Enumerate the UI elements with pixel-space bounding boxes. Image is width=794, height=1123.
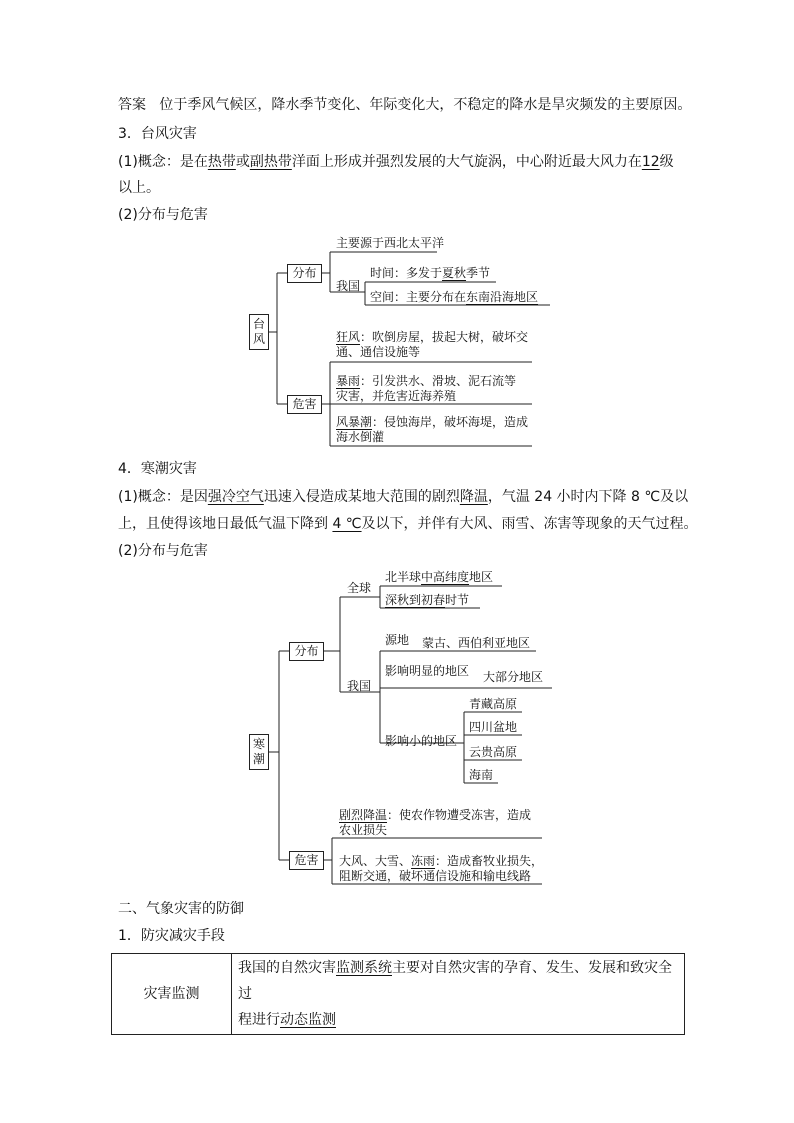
typhoon-time-text: 季节 [466, 266, 491, 280]
table-row [112, 954, 685, 1035]
typhoon-time-text: 时间：多发于 [370, 266, 443, 280]
typhoon-concept-key2: 副热带 [249, 154, 292, 170]
table-text: 程进行 [238, 1012, 280, 1028]
coldwave-concept-text: 及以下，并伴有大风、雨雪、冻害等现象的天气过程。 [361, 516, 698, 532]
table-key: 动态监测 [280, 1012, 336, 1028]
typhoon-concept-text: 级 [659, 154, 674, 170]
coldwave-harm-box [289, 851, 324, 870]
coldwave-concept-text: (1)概念：是因 [118, 489, 208, 505]
coldwave-global-key: 中高纬度 [421, 570, 470, 584]
coldwave-distribution-label: 分布 [294, 644, 319, 658]
typhoon-heading: 3．台风灾害 [118, 126, 197, 142]
coldwave-small: 影响小的地区 [385, 734, 458, 748]
typhoon-wind-text: ：吹倒房屋，拔起大树，破坏交 [360, 330, 529, 344]
coldwave-small-item: 云贵高原 [469, 745, 518, 759]
coldwave-global: 全球 [347, 581, 372, 595]
typhoon-root-label: 台风 [252, 317, 265, 346]
table-row-label: 灾害监测 [112, 954, 232, 1035]
coldwave-small-item: 海南 [469, 768, 494, 782]
coldwave-concept-text: ，气温 24 小时内下降 8 ℃及以 [487, 489, 689, 505]
prevention-table [111, 953, 685, 1035]
table-row-content [232, 954, 685, 1035]
answer-label: 答案 [118, 97, 146, 113]
coldwave-global-area [385, 570, 493, 585]
typhoon-surge-key: 风暴潮 [336, 415, 373, 429]
answer-text: 位于季风气候区，降水季节变化、年际变化大，不稳定的降水是旱灾频发的主要原因。 [159, 97, 692, 113]
coldwave-drop [339, 808, 531, 838]
section2-sub-heading: 1．防灾减灾手段 [118, 928, 225, 944]
typhoon-origin: 主要源于西北太平洋 [336, 236, 445, 250]
coldwave-obvious-value: 大部分地区 [483, 670, 544, 684]
coldwave-root-box [249, 734, 269, 770]
coldwave-season-key: 深秋到初春 [385, 593, 446, 607]
typhoon-surge-text2: 海水倒灌 [336, 430, 385, 444]
coldwave-season-text: 时节 [445, 593, 470, 607]
typhoon-china: 我国 [336, 279, 361, 293]
coldwave-harm-label: 危害 [294, 853, 319, 867]
typhoon-surge-text: ：侵蚀海岸，破坏海堤，造成 [372, 415, 529, 429]
typhoon-distribution-label: 分布 [292, 266, 317, 280]
section2-heading: 二、气象灾害的防御 [118, 901, 244, 917]
coldwave-source: 源地 [385, 633, 410, 647]
typhoon-concept-text: 洋面上形成并强烈发展的大气旋涡，中心附近最大风力在 [291, 154, 642, 170]
coldwave-concept-key1: 强冷空气 [207, 489, 264, 505]
coldwave-drop-key: 剧烈降温 [339, 808, 388, 822]
coldwave-small-item: 四川盆地 [469, 720, 518, 734]
typhoon-wind-text2: 通、通信设施等 [336, 345, 421, 359]
coldwave-obvious: 影响明显的地区 [385, 664, 470, 678]
typhoon-space-key: 东南沿海地区 [466, 290, 539, 304]
coldwave-snow-text: 大风、大雪、 [339, 854, 412, 868]
coldwave-distribution-box [289, 642, 324, 661]
coldwave-concept-key2: 降温 [459, 489, 488, 505]
coldwave-small-item: 青藏高原 [469, 697, 518, 711]
coldwave-snow-text2: 阻断交通，破坏通信设施和输电线路 [339, 869, 532, 883]
coldwave-drop-text2: 农业损失 [339, 823, 388, 837]
coldwave-concept-key3: 4 ℃ [332, 516, 362, 532]
typhoon-concept-line2: 以上。 [118, 180, 160, 196]
coldwave-season [385, 593, 469, 608]
coldwave-concept-text: 上，且使得该地日最低气温下降到 [118, 516, 333, 532]
typhoon-concept-text: 或 [235, 154, 250, 170]
coldwave-root-label: 寒潮 [252, 737, 265, 766]
table-key: 监测系统 [336, 960, 392, 976]
coldwave-snow-key: 冻雨 [411, 854, 436, 868]
typhoon-concept-text: (1)概念：是在 [118, 154, 208, 170]
typhoon-sub-heading: (2)分布与危害 [118, 207, 208, 223]
typhoon-rain-text: ：引发洪水、滑坡、泥石流等 [360, 374, 517, 388]
coldwave-heading: 4．寒潮灾害 [118, 461, 197, 477]
typhoon-rain-text2: 灾害，并危害近海养殖 [336, 389, 457, 403]
coldwave-drop-text: ：使农作物遭受冻害，造成 [387, 808, 532, 822]
coldwave-global-text: 地区 [469, 570, 494, 584]
typhoon-wind-key: 狂风 [336, 330, 361, 344]
table-text: 我国的自然灾害 [238, 960, 336, 976]
typhoon-concept-key1: 热带 [207, 154, 236, 170]
typhoon-time-key: 夏秋 [442, 266, 467, 280]
coldwave-snow-text: ：造成畜牧业损失， [435, 854, 544, 868]
coldwave-china: 我国 [347, 679, 372, 693]
coldwave-source-value: 蒙古、西伯利亚地区 [422, 636, 531, 650]
typhoon-space-text: 空间：主要分布在 [370, 290, 467, 304]
table-text: 主要对自然灾害的孕育、发生、发展和致灾全过 [238, 960, 672, 1002]
coldwave-global-text: 北半球 [385, 570, 422, 584]
typhoon-harm-label: 危害 [292, 397, 317, 411]
typhoon-concept-key3: 12 [641, 154, 660, 170]
coldwave-snow [339, 854, 543, 884]
coldwave-concept-text: 迅速入侵造成某地大范围的剧烈 [263, 489, 460, 505]
typhoon-rain-key: 暴雨 [336, 374, 361, 388]
coldwave-sub-heading: (2)分布与危害 [118, 543, 208, 559]
